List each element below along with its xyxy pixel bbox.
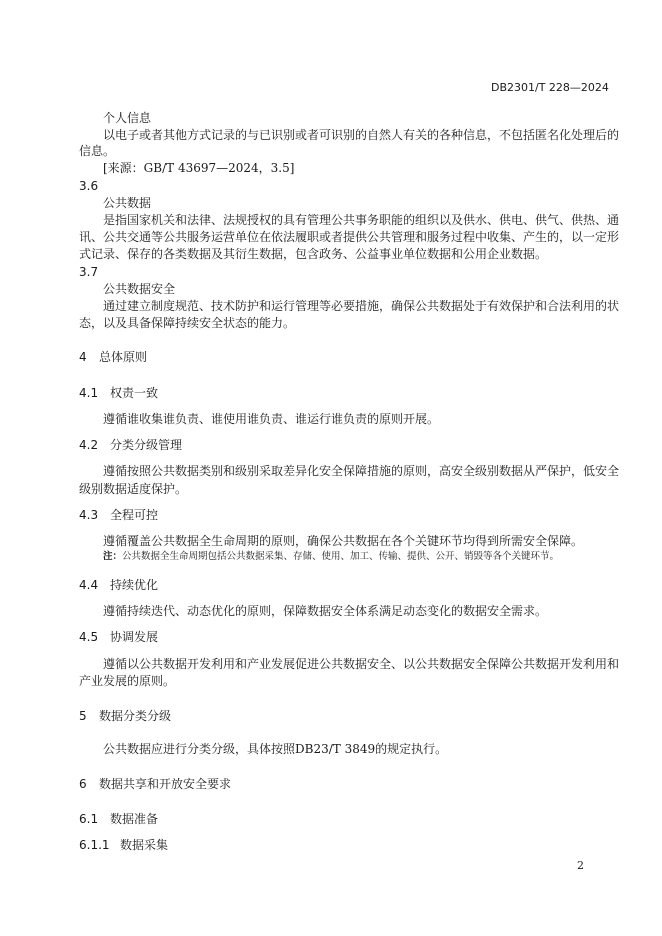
paragraph-line: 遵循谁收集谁负责、谁使用谁负责、谁运行谁负责的原则开展。	[103, 412, 440, 426]
section-number: 5	[79, 709, 87, 723]
clause-title: 全程可控	[110, 508, 159, 522]
paragraph-line: 遵循覆盖公共数据全生命周期的原则，确保公共数据在各个关键环节均得到所需安全保障。	[103, 534, 584, 548]
section-heading-6	[79, 776, 231, 792]
section-heading-5	[79, 708, 171, 724]
clause-number: 4.2	[79, 438, 99, 452]
section-number: 4	[79, 350, 87, 364]
clause-number: 4.1	[79, 386, 99, 400]
paragraph-line: 公共数据应进行分类分级，具体按照DB23/T 3849的规定执行。	[103, 742, 448, 756]
clause-heading-4-5	[79, 629, 158, 645]
definition-line: 以电子或者其他方式记录的与已识别或者可识别的自然人有关的各种信息，不包括匿名化处理后的	[103, 128, 620, 142]
paragraph-line: 产业发展的原则。	[79, 674, 176, 688]
term-source: [来源：GB/T 43697—2024，3.5]	[103, 161, 295, 175]
note-label: 注：	[103, 551, 123, 562]
clause-number: 6.1.1	[79, 838, 110, 852]
definition-line: 通过建立制度规范、技术防护和运行管理等必要措施，确保公共数据处于有效保护和合法利用的状	[103, 299, 620, 313]
clause-heading-4-4	[79, 577, 158, 593]
section-title: 数据共享和开放安全要求	[99, 777, 232, 791]
clause-heading-4-3	[79, 507, 158, 523]
definition-line: 讯、公共交通等公共服务运营单位在依法履职或者提供公共管理和服务过程中收集、产生的，以一定形	[79, 230, 620, 244]
document-id: DB2301/T 228—2024	[491, 81, 609, 94]
paragraph-line: 遵循按照公共数据类别和级别采取差异化安全保障措施的原则，高安全级别数据从严保护，低安全	[103, 464, 620, 478]
clause-heading-4-1	[79, 385, 158, 401]
term-public-data: 公共数据	[103, 196, 152, 210]
term-public-data-security: 公共数据安全	[103, 282, 176, 296]
definition-line: 式记录、保存的各类数据及其衍生数据，包含政务、公益事业单位数据和公用企业数据。	[79, 247, 548, 261]
section-title: 数据分类分级	[99, 709, 172, 723]
clause-title: 权责一致	[110, 386, 159, 400]
term-personal-info: 个人信息	[103, 111, 152, 125]
clause-title: 协调发展	[110, 630, 159, 644]
clause-number: 4.4	[79, 578, 99, 592]
definition-line: 信息。	[79, 144, 116, 158]
clause-heading-4-2	[79, 437, 182, 453]
clause-title: 分类分级管理	[110, 438, 183, 452]
section-title: 总体原则	[99, 350, 148, 364]
paragraph-line: 遵循持续迭代、动态优化的原则，保障数据安全体系满足动态变化的数据安全需求。	[103, 604, 548, 618]
paragraph-line: 级别数据适度保护。	[79, 482, 188, 496]
section-heading-4	[79, 349, 147, 365]
page-number: 2	[577, 859, 584, 872]
clause-number: 6.1	[79, 812, 99, 826]
clause-number: 3.7	[79, 265, 99, 279]
clause-title: 持续优化	[110, 578, 159, 592]
clause-heading-6-1	[79, 811, 158, 827]
clause-number: 4.3	[79, 508, 99, 522]
clause-number: 3.6	[79, 179, 99, 193]
definition-line: 态，以及具备保障持续安全状态的能力。	[79, 316, 296, 330]
note-text: 公共数据全生命周期包括公共数据采集、存储、使用、加工、传输、提供、公开、销毁等各个关键环节。	[122, 551, 560, 562]
section-number: 6	[79, 777, 87, 791]
definition-line: 是指国家机关和法律、法规授权的具有管理公共事务职能的组织以及供水、供电、供气、供热、通	[103, 213, 620, 227]
clause-number: 4.5	[79, 630, 99, 644]
clause-title: 数据准备	[110, 812, 159, 826]
clause-title: 数据采集	[120, 838, 169, 852]
clause-heading-6-1-1	[79, 837, 168, 853]
note	[103, 550, 559, 564]
paragraph-line: 遵循以公共数据开发利用和产业发展促进公共数据安全、以公共数据安全保障公共数据开发利用和	[103, 657, 620, 671]
